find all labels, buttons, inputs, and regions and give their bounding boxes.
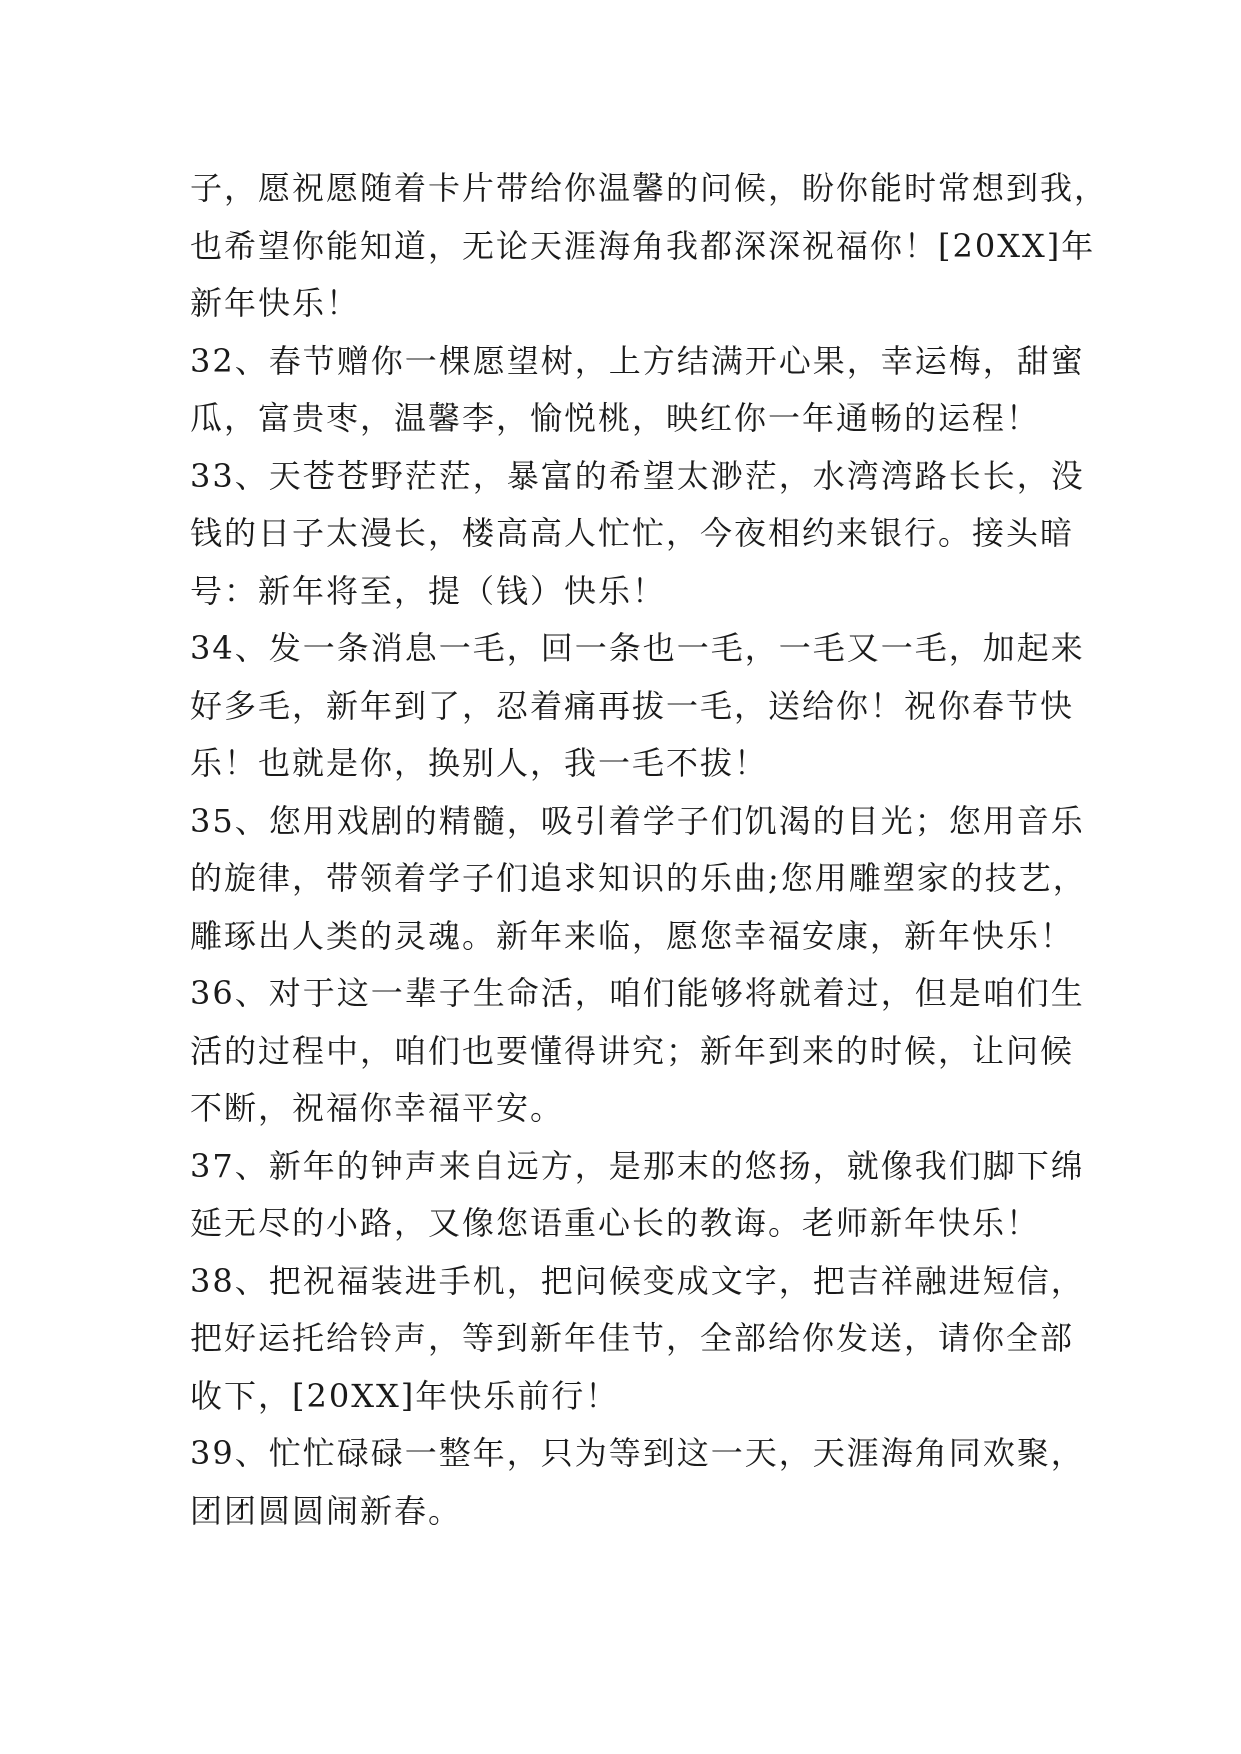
text-line: 35、您用戏剧的精髓，吸引着学子们饥渴的目光；您用音乐 [190, 801, 1085, 840]
text-line: 团团圆圆闹新春。 [190, 1491, 463, 1530]
text-line: 36、对于这一辈子生命活，咱们能够将就着过，但是咱们生 [190, 974, 1085, 1012]
text-line: 38、把祝福装进手机，把问候变成文字，把吉祥融进短信， [190, 1261, 1085, 1300]
text-line: 雕琢出人类的灵魂。新年来临，愿您幸福安康，新年快乐！ [190, 916, 1075, 955]
text-line: 32、春节赠你一棵愿望树，上方结满开心果，幸运梅，甜蜜 [190, 341, 1085, 380]
text-line: 的旋律，带领着学子们追求知识的乐曲;您用雕塑家的技艺， [190, 859, 1087, 897]
text-line: 好多毛，新年到了，忍着痛再拔一毛，送给你！祝你春节快 [190, 686, 1075, 725]
text-line: 活的过程中，咱们也要懂得讲究；新年到来的时候，让问候 [190, 1031, 1075, 1070]
text-line: 收下，[20XX]年快乐前行！ [190, 1376, 620, 1415]
text-line: 39、忙忙碌碌一整年，只为等到这一天，天涯海角同欢聚， [190, 1434, 1085, 1472]
text-line: 33、天苍苍野茫茫，暴富的希望太渺茫，水湾湾路长长，没 [190, 456, 1085, 495]
text-line: 号：新年将至，提（钱）快乐！ [190, 571, 667, 610]
document-body [190, 160, 1109, 1540]
text-line: 钱的日子太漫长，楼高高人忙忙，今夜相约来银行。接头暗 [190, 514, 1075, 552]
text-line: 瓜，富贵枣，温馨李，愉悦桃，映红你一年通畅的运程！ [190, 399, 1041, 437]
text-line: 34、发一条消息一毛，回一条也一毛，一毛又一毛，加起来 [190, 629, 1085, 667]
text-line: 把好运托给铃声，等到新年佳节，全部给你发送，请你全部 [190, 1319, 1075, 1357]
text-line: 子，愿祝愿随着卡片带给你温馨的问候，盼你能时常想到我， [190, 169, 1109, 207]
text-line: 新年快乐！ [190, 284, 361, 322]
text-line: 37、新年的钟声来自远方，是那末的悠扬，就像我们脚下绵 [190, 1146, 1085, 1185]
text-line: 不断，祝福你幸福平安。 [190, 1089, 565, 1127]
text-line: 延无尽的小路，又像您语重心长的教诲。老师新年快乐！ [190, 1204, 1041, 1242]
text-line: 乐！也就是你，换别人，我一毛不拔！ [190, 744, 769, 782]
text-line: 也希望你能知道，无论天涯海角我都深深祝福你！[20XX]年 [190, 226, 1096, 265]
